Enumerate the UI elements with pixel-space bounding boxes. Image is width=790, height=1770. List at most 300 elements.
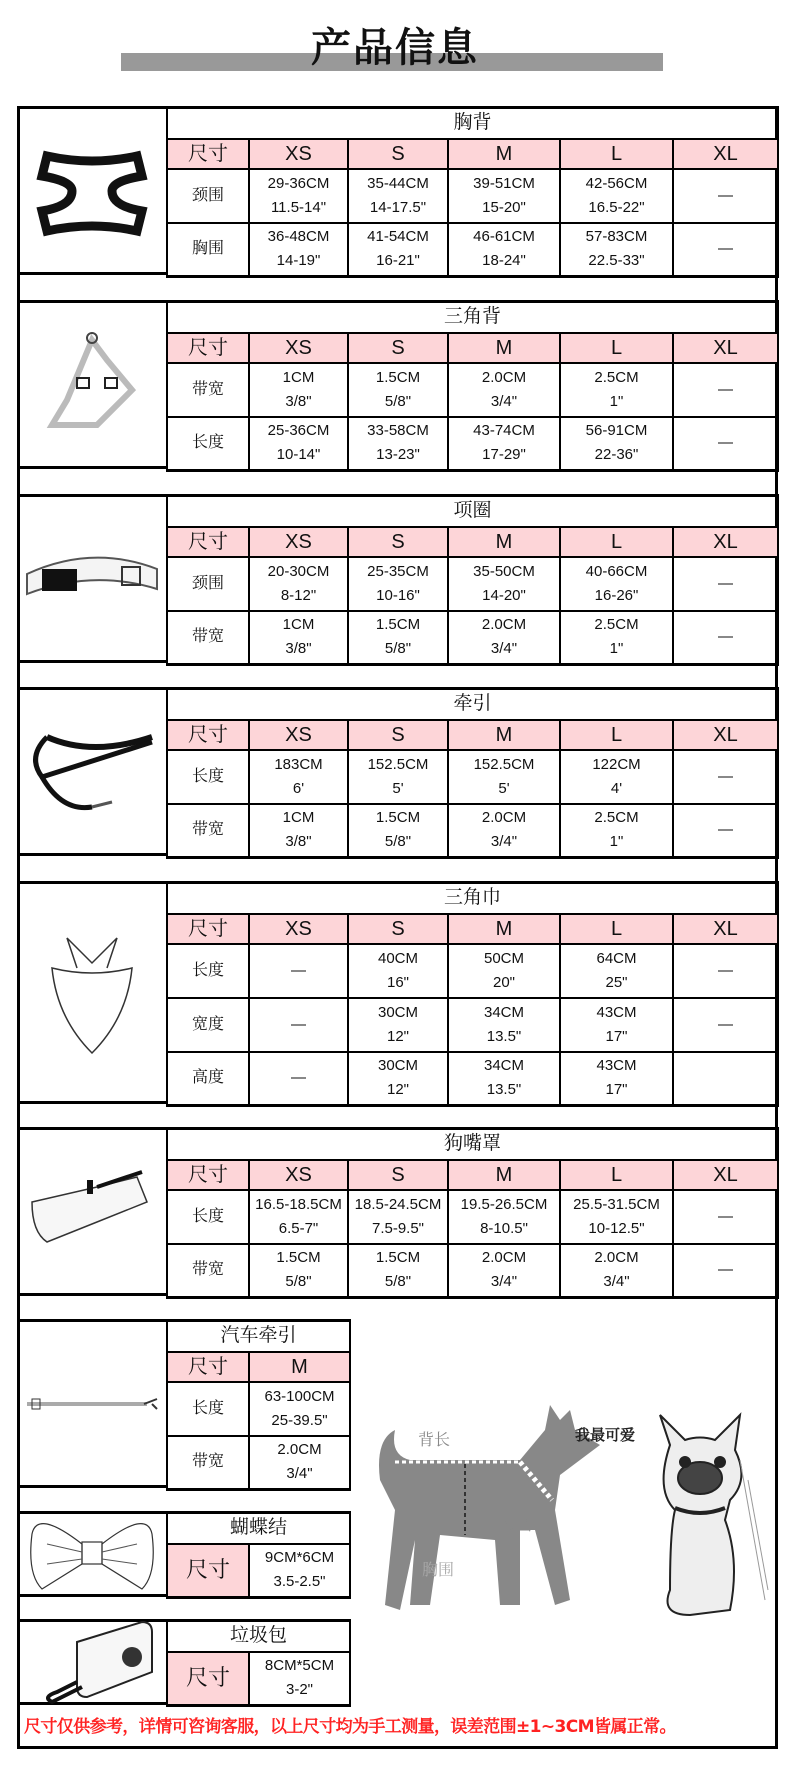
cell-line: 5' [498,779,510,797]
table-row [167,1190,778,1244]
table-row [167,417,778,471]
cell-line: 2.5CM [594,368,639,386]
cell-line: 17-29" [482,446,526,464]
size-table-muzzle [166,1127,779,1299]
section-title-row [167,1513,350,1544]
table-row [167,804,778,858]
size-header-m: M [448,914,560,944]
size-cell [348,998,448,1052]
cell-line: 152.5CM [473,755,535,773]
size-table-car-leash [166,1319,351,1491]
size-label: 尺寸 [167,1352,249,1382]
size-cell [448,944,560,998]
cell-line: — [718,628,734,646]
bow-tie-image [17,1511,167,1597]
cell-line: 33-58CM [367,422,429,440]
size-table-harness [166,106,779,278]
size-cell [560,944,673,998]
cell-line: 8-12" [280,586,317,604]
size-cell [448,1052,560,1106]
waste-bag-icon [27,1617,157,1707]
muzzle-image [17,1127,167,1296]
cell-line: 3/4" [490,392,518,410]
cell-line: 13-23" [376,446,420,464]
size-table-collar [166,494,779,666]
cell-line: — [291,1069,306,1087]
cell-line: 29-36CM [267,174,330,192]
cell-line: 16" [386,973,409,991]
cell-line: 16-26" [594,586,639,604]
cell-line: 40CM [377,949,418,967]
table-row [167,1652,350,1706]
cell-line: 8CM*5CM [264,1657,335,1675]
cell-line: 35-50CM [473,562,535,580]
table-row [167,1382,350,1436]
cell-line: 5/8" [384,1273,412,1291]
row-label: 尺寸 [167,1544,249,1598]
size-header-s: S [348,1160,448,1190]
size-cell [560,998,673,1052]
cell-line: 16-21" [376,252,420,270]
cell-line: 1CM [282,616,315,634]
cell-line: 5/8" [384,833,412,851]
cell-line: 22-36" [594,446,639,464]
size-cell [560,1190,673,1244]
cell-line: — [718,186,734,204]
cell-line: 25.5-31.5CM [573,1195,660,1213]
size-label: 尺寸 [167,914,249,944]
harness-icon [32,136,152,246]
table-row [167,750,778,804]
cell-line: 16.5-22" [588,198,645,216]
page-title: 产品信息 [311,25,479,71]
cell-line: 64CM [596,949,637,967]
cell-line: — [718,961,734,979]
label-back-length: 背长 [418,1432,451,1449]
size-cell [448,998,560,1052]
size-cell [448,557,560,611]
table-row [167,944,778,998]
section-title: 项圈 [167,496,778,527]
size-header-row [167,333,778,363]
size-header-row [167,527,778,557]
cell-line: 43CM [596,1057,637,1075]
size-header-xl: XL [673,1160,778,1190]
cell-line: — [718,434,734,452]
cell-line: 36-48CM [267,228,330,246]
cell-line: 3-2" [286,1681,314,1699]
bow-tie-icon [27,1514,157,1594]
size-cell [348,169,448,223]
cell-line: 18.5-24.5CM [354,1195,442,1213]
size-cell [249,804,348,858]
cell-line: 35-44CM [367,174,429,192]
size-cell [249,611,348,665]
size-header-s: S [348,720,448,750]
table-row [167,998,778,1052]
cell-line: 56-91CM [585,422,648,440]
section-title-row [167,689,778,720]
section-title: 狗嘴罩 [167,1129,778,1160]
size-cell [249,417,348,471]
size-header-xs: XS [249,139,348,169]
size-cell [673,998,778,1052]
cell-line: 3/4" [490,1273,518,1291]
cell-line: 22.5-33" [588,252,645,270]
collar-icon [22,539,162,619]
size-cell [448,611,560,665]
size-cell [560,1244,673,1298]
cell-line: — [718,240,734,258]
size-header-s: S [348,333,448,363]
cell-line: 25" [605,973,628,991]
size-header-l: L [560,527,673,557]
cell-line: 13.5" [486,1081,522,1099]
cell-line: — [718,1015,734,1033]
cell-line: 25-35CM [367,562,429,580]
row-label: 带宽 [167,611,249,665]
table-row [167,1244,778,1298]
table-row [167,557,778,611]
size-cell [249,1652,350,1706]
cell-line: 1.5CM [375,1249,421,1267]
cell-line: 10-12.5" [588,1219,645,1237]
section-title: 牵引 [167,689,778,720]
size-cell [448,750,560,804]
cell-line: 2.0CM [277,1441,322,1459]
section-title-row [167,1129,778,1160]
size-header-xl: XL [673,139,778,169]
leash-icon [22,717,162,827]
cell-line: 9CM*6CM [264,1549,335,1567]
size-header-l: L [560,1160,673,1190]
size-cell [560,804,673,858]
cell-line: 17" [605,1081,628,1099]
size-header-xl: XL [673,914,778,944]
row-label: 带宽 [167,1436,249,1490]
table-row [167,1436,350,1490]
cell-line: 1" [609,392,624,410]
row-label: 胸围 [167,223,249,277]
size-cell [348,223,448,277]
size-header-row [167,914,778,944]
label-neck: 颈围 [500,1517,533,1534]
size-header-m: M [448,333,560,363]
cell-line: 18-24" [482,252,526,270]
caption: 我最可爱 [575,1427,636,1444]
row-label: 颈围 [167,169,249,223]
row-label: 长度 [167,750,249,804]
section-title: 三角巾 [167,883,778,914]
size-cell [673,1244,778,1298]
size-cell [448,1190,560,1244]
section-title: 三角背 [167,302,778,333]
car-leash-icon [22,1389,162,1419]
cell-line: — [291,1015,306,1033]
size-header-l: L [560,914,673,944]
cell-line: 5' [392,779,404,797]
size-cell [348,804,448,858]
size-cell [448,223,560,277]
size-header-xs: XS [249,1160,348,1190]
table-row [167,363,778,417]
cell-line: 20-30CM [267,562,330,580]
cell-line: 3/4" [603,1273,630,1291]
cell-line: — [718,767,734,785]
row-label: 尺寸 [167,1652,249,1706]
size-cell [448,363,560,417]
cell-line: 40-66CM [585,562,648,580]
size-cell [673,1052,778,1106]
size-cell [348,363,448,417]
cell-line: 2.5CM [594,616,639,634]
row-label: 带宽 [167,363,249,417]
leash-image [17,687,167,856]
cell-line: 15-20" [482,198,526,216]
size-header-xs: XS [249,333,348,363]
cell-line: 3/8" [285,392,312,410]
cell-line: 183CM [274,755,323,773]
size-cell [673,804,778,858]
size-cell [348,1244,448,1298]
size-header-l: L [560,720,673,750]
size-cell [448,804,560,858]
cell-line: 2.5CM [594,809,639,827]
size-cell [249,1382,350,1436]
cell-line: 14-17.5" [369,198,427,216]
size-label: 尺寸 [167,527,249,557]
size-cell [348,1052,448,1106]
cell-line: 25-36CM [267,422,330,440]
cell-line: — [718,1261,734,1279]
cell-line: 39-51CM [473,174,535,192]
cell-line: 2.0CM [481,616,527,634]
size-header-row [167,139,778,169]
table-row [167,169,778,223]
size-cell [673,169,778,223]
cell-line: 50CM [483,949,524,967]
size-header-xs: XS [249,720,348,750]
cell-line: 1" [609,640,624,658]
size-cell [348,1190,448,1244]
size-header-xs: XS [249,527,348,557]
size-cell [673,417,778,471]
size-cell [249,1544,350,1598]
cell-line: 25-39.5" [271,1411,328,1429]
section-title-row [167,302,778,333]
cell-line: 1" [609,833,624,851]
size-cell [249,944,348,998]
cell-line: 2.0CM [594,1249,639,1267]
section-title: 垃圾包 [167,1621,350,1652]
size-cell [348,417,448,471]
cell-line: 2.0CM [481,1249,527,1267]
cell-line: 16.5-18.5CM [255,1195,342,1213]
size-header-m: M [448,527,560,557]
cell-line: 6.5-7" [278,1219,319,1237]
cell-line: 12" [386,1081,409,1099]
row-label: 长度 [167,944,249,998]
cell-line: 10-16" [376,586,420,604]
step-in-harness-icon [37,330,147,440]
size-cell [249,1436,350,1490]
size-header-s: S [348,914,448,944]
section-title: 胸背 [167,108,778,139]
bandana-image [17,881,167,1104]
dog-measurement-diagram [370,1400,770,1640]
size-cell [673,363,778,417]
size-header-s: S [348,527,448,557]
size-cell [560,363,673,417]
cell-line: 34CM [483,1057,524,1075]
section-title: 蝴蝶结 [167,1513,350,1544]
size-cell [673,611,778,665]
size-header-xl: XL [673,333,778,363]
cell-line: 14-19" [276,252,321,270]
cell-line: 8-10.5" [480,1219,528,1237]
row-label: 宽度 [167,998,249,1052]
size-header-m: M [448,139,560,169]
label-chest: 胸围 [422,1562,455,1579]
cell-line: 46-61CM [473,228,535,246]
cell-line: — [718,821,734,839]
size-cell [560,1052,673,1106]
size-cell [560,223,673,277]
table-row [167,223,778,277]
waste-bag-image [17,1619,167,1705]
cell-line: 122CM [592,755,641,773]
cell-line: 17" [605,1027,628,1045]
size-table-bandana [166,881,779,1107]
car-leash-image [17,1319,167,1488]
size-header-m: M [448,720,560,750]
section-title-row [167,1321,350,1352]
cell-line: 57-83CM [585,228,648,246]
row-label: 长度 [167,417,249,471]
section-title-row [167,496,778,527]
size-cell [673,557,778,611]
size-table-leash [166,687,779,859]
size-cell [560,557,673,611]
cell-line: 5/8" [384,392,412,410]
cell-line: 34CM [483,1003,524,1021]
cell-line: 5/8" [384,640,412,658]
size-header-row [167,1352,350,1382]
cell-line: 2.0CM [481,368,527,386]
size-header-xl: XL [673,720,778,750]
section-title: 汽车牵引 [167,1321,350,1352]
cell-line: — [718,574,734,592]
row-label: 长度 [167,1382,249,1436]
size-table-step-in-harness [166,300,779,472]
size-cell [560,750,673,804]
size-cell [249,223,348,277]
size-cell [673,223,778,277]
size-cell [448,1244,560,1298]
size-header-row [167,720,778,750]
size-header-xs: XS [249,914,348,944]
row-label: 带宽 [167,804,249,858]
size-cell [249,1244,348,1298]
cell-line: 3/4" [490,640,518,658]
cell-line: 1CM [282,809,315,827]
cell-line: 3/8" [285,833,312,851]
cell-line: 1.5CM [375,616,421,634]
dog-silhouette [379,1405,600,1610]
size-cell [673,1190,778,1244]
cell-line: 12" [386,1027,409,1045]
row-label: 颈围 [167,557,249,611]
size-cell [560,611,673,665]
size-cell [560,169,673,223]
size-label: 尺寸 [167,139,249,169]
cell-line: 2.0CM [481,809,527,827]
cell-line: 13.5" [486,1027,522,1045]
cell-line: — [718,1207,734,1225]
collar-image [17,494,167,663]
cell-line: — [291,961,306,979]
cell-line: 41-54CM [367,228,429,246]
row-label: 长度 [167,1190,249,1244]
cell-line: 19.5-26.5CM [460,1195,548,1213]
step-in-harness-image [17,300,167,469]
size-header-m: M [448,1160,560,1190]
size-cell [348,944,448,998]
row-label: 带宽 [167,1244,249,1298]
cell-line: 1.5CM [375,809,421,827]
size-cell [673,750,778,804]
section-title-row [167,883,778,914]
size-cell [249,557,348,611]
cell-line: 43CM [596,1003,637,1021]
size-label: 尺寸 [167,720,249,750]
size-cell [249,169,348,223]
size-label: 尺寸 [167,333,249,363]
table-row [167,611,778,665]
disclaimer-text: 尺寸仅供参考，详情可咨询客服，以上尺寸均为手工测量，误差范围±1~3CM皆属正常。 [24,1717,676,1737]
cell-line: 152.5CM [367,755,429,773]
size-cell [673,944,778,998]
table-row [167,1052,778,1106]
cell-line: 7.5-9.5" [371,1219,425,1237]
cell-line: 20" [492,973,515,991]
size-cell [348,557,448,611]
cell-line: 3.5-2.5" [273,1573,326,1591]
size-cell [448,169,560,223]
muzzle-icon [27,1162,157,1262]
size-cell [249,998,348,1052]
cell-line: 1.5CM [375,368,421,386]
cell-line: 30CM [377,1003,418,1021]
size-cell [249,1052,348,1106]
size-cell [249,1190,348,1244]
cell-line: 6' [292,779,305,797]
cell-line: 30CM [377,1057,418,1075]
cell-line: 3/8" [285,640,312,658]
size-cell [448,417,560,471]
bulldog-sketch [660,1415,768,1615]
size-table-waste-bag [166,1619,351,1707]
size-table-bow-tie [166,1511,351,1599]
cell-line: 4' [610,779,623,797]
cell-line: 42-56CM [585,174,648,192]
cell-line: 11.5-14" [270,198,327,216]
size-header-l: L [560,333,673,363]
cell-line: 63-100CM [264,1387,335,1405]
bandana-icon [37,928,147,1058]
size-label: 尺寸 [167,1160,249,1190]
size-cell [348,750,448,804]
